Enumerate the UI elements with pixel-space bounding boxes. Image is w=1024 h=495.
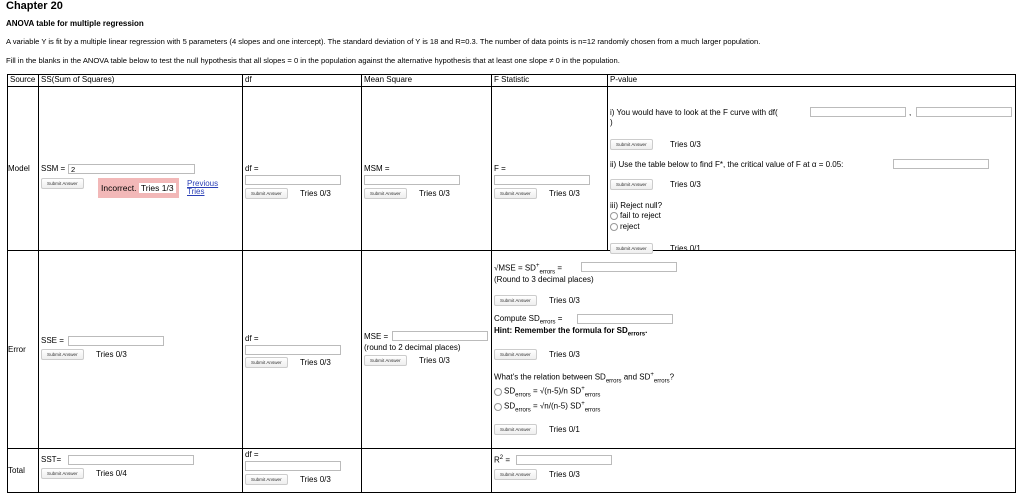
sse-label: SSE = xyxy=(41,336,64,345)
sqrt-mse-input[interactable] xyxy=(581,262,677,272)
relation-end: ? xyxy=(669,372,675,382)
r2-text: R xyxy=(494,455,500,465)
mse-hint: (round to 2 decimal places) xyxy=(364,343,461,352)
sst-label: SST= xyxy=(41,455,62,464)
sqrt-mse-text: √MSE = SD xyxy=(494,263,536,273)
col-header-ss: SS(Sum of Squares) xyxy=(39,75,243,87)
source-model: Model xyxy=(8,164,30,173)
opt1-rest: = √(n-5)/n SD xyxy=(530,386,582,396)
error-df-input[interactable] xyxy=(245,345,341,355)
relation-sub2: errors xyxy=(653,378,670,385)
opt2-sub2: errors xyxy=(584,407,601,414)
relation-option-2[interactable] xyxy=(494,401,600,413)
reject-label: reject xyxy=(620,222,640,231)
sqrt-sup: + xyxy=(535,263,540,269)
instructions: Fill in the blanks in the ANOVA table below to test the null hypothesis that all slopes = 0 in the population against the alternative hypothesis that at least one slope ≠ 0 in the population. xyxy=(6,56,620,65)
sqrt-mse-submit-button[interactable]: Submit Answer xyxy=(494,295,537,306)
col-header-df: df xyxy=(243,75,362,87)
p2-submit-button[interactable]: Submit Answer xyxy=(610,179,653,190)
mse-tries: Tries 0/3 xyxy=(419,356,450,365)
option-reject[interactable] xyxy=(610,222,640,231)
relation-question xyxy=(494,372,674,384)
anova-table xyxy=(7,74,1016,493)
model-df-submit-button[interactable]: Submit Answer xyxy=(245,188,288,199)
p3-submit-button[interactable]: Submit Answer xyxy=(610,243,653,254)
p-value-q1-text: i) You would have to look at the F curve with df( xyxy=(610,108,778,117)
sd-errors-input[interactable] xyxy=(577,314,673,324)
col-header-mean-square: Mean Square xyxy=(362,75,492,87)
r-squared-tries: Tries 0/3 xyxy=(549,470,580,479)
row-error xyxy=(8,251,1016,449)
sqrt-eq: = xyxy=(555,263,563,273)
r2-sup: 2 xyxy=(499,455,504,461)
sst-input[interactable] xyxy=(68,455,194,465)
total-df-label: df = xyxy=(245,450,259,459)
radio-option1-icon[interactable] xyxy=(494,388,502,396)
error-df-label: df = xyxy=(245,334,259,343)
opt1-sup: + xyxy=(581,386,585,392)
msm-label: MSM = xyxy=(364,164,390,173)
f-input[interactable] xyxy=(494,175,590,185)
compute-text: Compute SD xyxy=(494,314,540,323)
sqrt-mse-label xyxy=(494,263,562,275)
source-error: Error xyxy=(8,345,26,354)
msm-submit-button[interactable]: Submit Answer xyxy=(364,188,407,199)
p-value-q2-text: ii) Use the table below to find F*, the critical value of F at α = 0.05: xyxy=(610,160,844,169)
radio-reject-icon[interactable] xyxy=(610,223,618,231)
f-label: F = xyxy=(494,164,506,173)
radio-option2-icon[interactable] xyxy=(494,403,502,411)
total-df-submit-button[interactable]: Submit Answer xyxy=(245,474,288,485)
p1-submit-button[interactable]: Submit Answer xyxy=(610,139,653,150)
ssm-tries: Tries 1/3 xyxy=(140,183,174,193)
hint-sub: errors xyxy=(627,331,646,338)
f-critical-input[interactable] xyxy=(893,159,989,169)
incorrect-text: Incorrect. xyxy=(101,183,137,193)
error-df-tries: Tries 0/3 xyxy=(300,358,331,367)
compute-sub: errors xyxy=(539,319,556,326)
sse-input[interactable] xyxy=(68,336,164,346)
sqrt-sub: errors xyxy=(539,269,556,276)
relation-mid: and SD xyxy=(621,372,651,382)
p1-tries: Tries 0/3 xyxy=(670,140,701,149)
formula-hint xyxy=(494,326,647,338)
compute-sd-label xyxy=(494,314,562,326)
problem-description: A variable Y is fit by a multiple linear regression with 5 parameters (4 slopes and one intercept). The standard deviation of Y is 18 and R=0.3. The number of data points is n=12 randomly chosen from a much larger population. xyxy=(6,37,761,46)
relation-text: What's the relation between SD xyxy=(494,372,606,382)
r-squared-label xyxy=(494,455,510,465)
p2-tries: Tries 0/3 xyxy=(670,180,701,189)
chapter-title: Chapter 20 xyxy=(6,0,63,12)
incorrect-badge xyxy=(98,178,179,198)
p3-tries: Tries 0/1 xyxy=(670,244,701,253)
relation-submit-button[interactable]: Submit Answer xyxy=(494,424,537,435)
radio-fail-icon[interactable] xyxy=(610,212,618,220)
r-squared-submit-button[interactable]: Submit Answer xyxy=(494,469,537,480)
sse-submit-button[interactable]: Submit Answer xyxy=(41,349,84,360)
df1-input[interactable] xyxy=(810,107,906,117)
model-df-input[interactable] xyxy=(245,175,341,185)
df-comma: , xyxy=(909,108,912,117)
sse-tries: Tries 0/3 xyxy=(96,350,127,359)
sst-tries: Tries 0/4 xyxy=(96,469,127,478)
mse-input[interactable] xyxy=(392,331,488,341)
r-squared-input[interactable] xyxy=(516,455,612,465)
hint-text: Hint: Remember the formula for SD xyxy=(494,326,628,335)
model-df-label: df = xyxy=(245,164,259,173)
col-header-p-value: P-value xyxy=(608,75,1016,87)
model-df-tries: Tries 0/3 xyxy=(300,189,331,198)
ssm-submit-button[interactable]: Submit Answer xyxy=(41,178,84,189)
r2-eq: = xyxy=(503,455,511,465)
sqrt-mse-tries: Tries 0/3 xyxy=(549,296,580,305)
row-total xyxy=(8,449,1016,493)
total-df-input[interactable] xyxy=(245,461,341,471)
source-total: Total xyxy=(8,466,25,475)
f-submit-button[interactable]: Submit Answer xyxy=(494,188,537,199)
mse-label: MSE = xyxy=(364,332,389,341)
msm-input[interactable] xyxy=(364,175,460,185)
fail-to-reject-label: fail to reject xyxy=(620,211,661,220)
opt2-sup: + xyxy=(581,401,585,407)
row-model xyxy=(8,87,1016,251)
df-close-paren: ) xyxy=(610,118,613,127)
opt1-text: SD xyxy=(504,386,516,396)
error-df-submit-button[interactable]: Submit Answer xyxy=(245,357,288,368)
sd-errors-tries: Tries 0/3 xyxy=(549,350,580,359)
f-tries: Tries 0/3 xyxy=(549,189,580,198)
df2-input[interactable] xyxy=(916,107,1012,117)
opt1-sub: errors xyxy=(515,392,531,399)
msm-tries: Tries 0/3 xyxy=(419,189,450,198)
relation-tries: Tries 0/1 xyxy=(549,425,580,434)
round3-hint: (Round to 3 decimal places) xyxy=(494,275,594,284)
opt1-sub2: errors xyxy=(584,392,601,399)
col-header-source: Source xyxy=(8,75,39,87)
ssm-label: SSM = xyxy=(41,164,66,173)
mse-submit-button[interactable]: Submit Answer xyxy=(364,355,407,366)
compute-eq: = xyxy=(555,314,563,323)
relation-sub1: errors xyxy=(605,378,622,385)
opt2-rest: = √n/(n-5) SD xyxy=(530,401,582,411)
total-df-tries: Tries 0/3 xyxy=(300,475,331,484)
relation-option-1[interactable] xyxy=(494,386,600,398)
opt2-text: SD xyxy=(504,401,516,411)
col-header-f-statistic: F Statistic xyxy=(492,75,608,87)
sst-submit-button[interactable]: Submit Answer xyxy=(41,468,84,479)
hint-end: . xyxy=(645,326,648,335)
p-value-q3-text: iii) Reject null? xyxy=(610,201,663,210)
previous-tries-link[interactable]: Previous Tries xyxy=(187,179,219,196)
option-fail-to-reject[interactable] xyxy=(610,211,661,220)
opt2-sub: errors xyxy=(515,407,531,414)
section-title: ANOVA table for multiple regression xyxy=(6,19,144,28)
relation-sup: + xyxy=(650,372,654,378)
sd-errors-submit-button[interactable]: Submit Answer xyxy=(494,349,537,360)
ssm-input[interactable]: 2 xyxy=(68,164,195,174)
